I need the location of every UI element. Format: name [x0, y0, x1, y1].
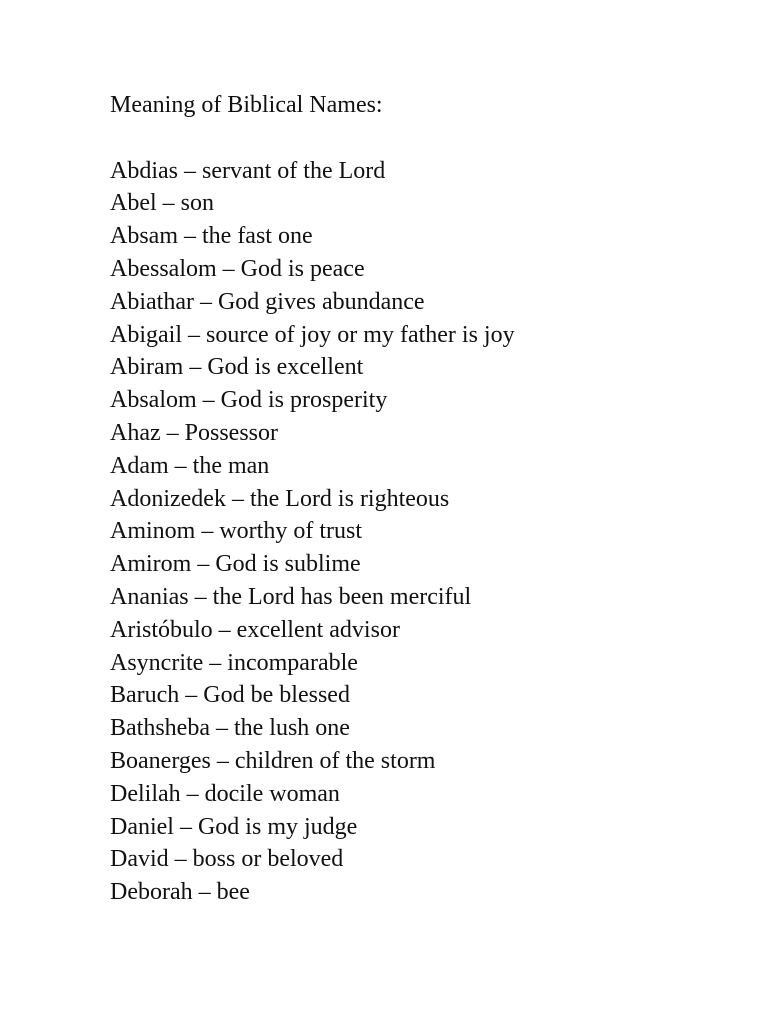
- name-entry: Boanerges – children of the storm: [110, 747, 436, 774]
- name-entry: Ananias – the Lord has been merciful: [110, 583, 472, 610]
- name-entry: Daniel – God is my judge: [110, 813, 358, 840]
- name-entry: Adam – the man: [110, 452, 270, 479]
- name-entry: Asyncrite – incomparable: [110, 649, 358, 676]
- name-entry: Abiathar – God gives abundance: [110, 288, 425, 315]
- name-entry: Amirom – God is sublime: [110, 551, 361, 578]
- name-entry: Abigail – source of joy or my father is joy: [110, 321, 515, 348]
- name-entry: Ahaz – Possessor: [110, 419, 278, 446]
- name-entry: Baruch – God be blessed: [110, 682, 350, 709]
- document-body: [110, 89, 730, 909]
- name-entry: Aristóbulo – excellent advisor: [110, 616, 400, 643]
- name-entry: Abdias – servant of the Lord: [110, 157, 386, 184]
- blank-line: [110, 122, 730, 155]
- name-meaning-list: [110, 155, 730, 909]
- name-entry: Deborah – bee: [110, 879, 250, 906]
- name-entry: Abessalom – God is peace: [110, 255, 365, 282]
- name-entry: Abiram – God is excellent: [110, 354, 364, 381]
- name-entry: David – boss or beloved: [110, 846, 344, 873]
- name-entry: Absalom – God is prosperity: [110, 387, 388, 414]
- name-entry: Bathsheba – the lush one: [110, 715, 350, 742]
- name-entry: Delilah – docile woman: [110, 780, 340, 807]
- name-entry: Absam – the fast one: [110, 223, 313, 250]
- name-entry: Abel – son: [110, 190, 214, 217]
- document-title: Meaning of Biblical Names:: [110, 92, 383, 118]
- name-entry: Aminom – worthy of trust: [110, 518, 362, 545]
- name-entry: Adonizedek – the Lord is righteous: [110, 485, 450, 512]
